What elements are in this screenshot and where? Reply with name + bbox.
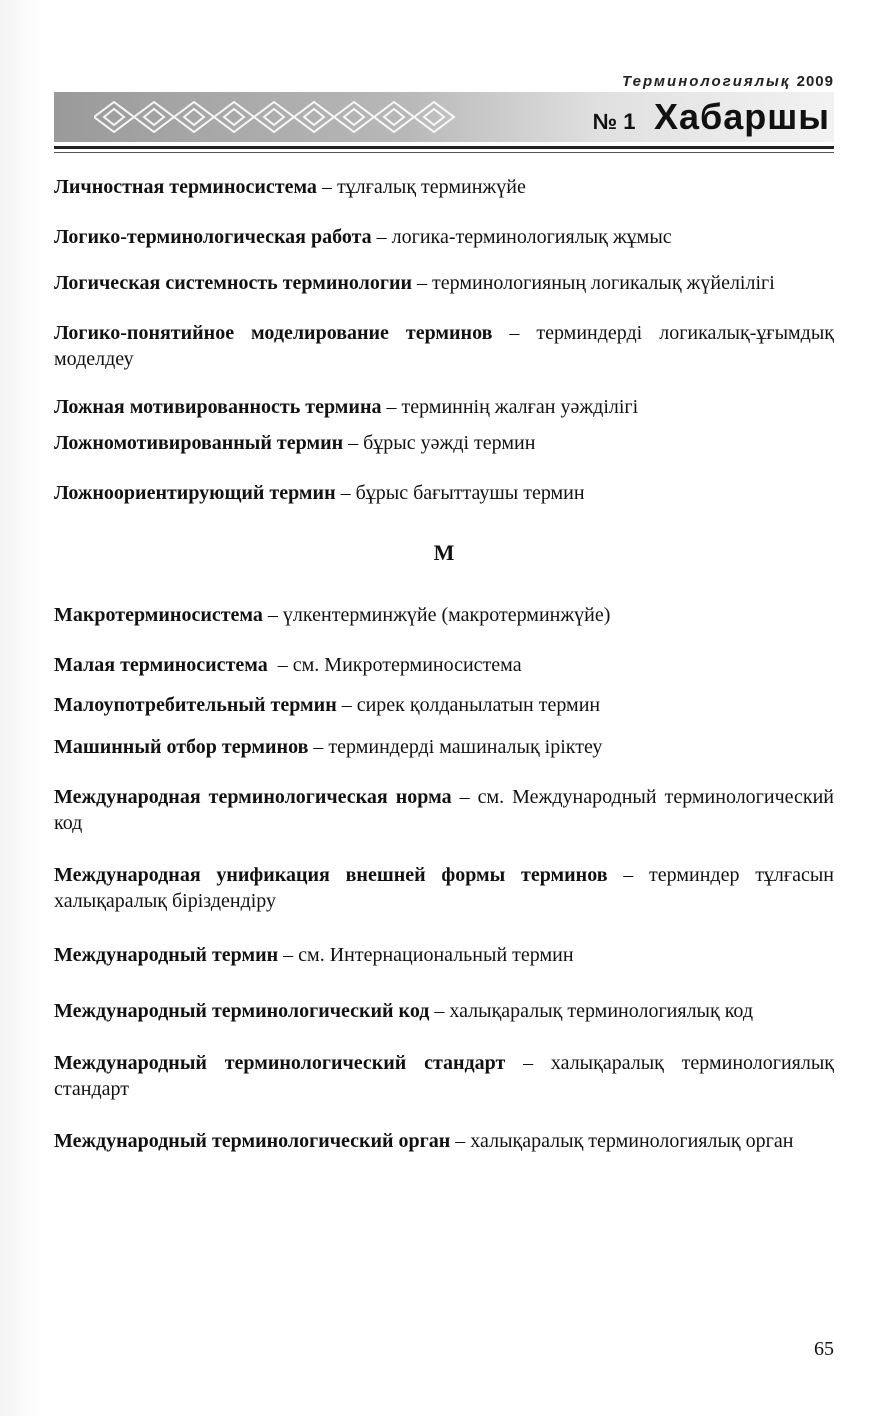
entry-term: Международный термин [54, 944, 279, 966]
entry-dash: – [262, 604, 283, 626]
entry-translation: см. Международный терминологический код [54, 786, 835, 834]
entry-term: Логическая системность терминологии [54, 272, 413, 294]
entry-translation: тұлғалық терминжүйе [336, 176, 526, 198]
entry-dash: – [278, 944, 299, 966]
glossary-entry [54, 652, 834, 678]
entry-term: Ложномотивированный термин [54, 432, 344, 454]
entry-translation: терминдерді машиналық іріктеу [328, 736, 603, 758]
entry-dash: – [381, 396, 402, 418]
entry-dash: – [451, 786, 478, 808]
entry-translation: логика-терминологиялық жұмыс [391, 226, 672, 248]
section-letter: М [433, 540, 455, 565]
entry-translation: сирек қолданылатын термин [356, 694, 601, 716]
glossary-entry [54, 174, 834, 200]
entry-dash: – [335, 482, 356, 504]
entry-translation: халықаралық терминологиялық орган [470, 1130, 794, 1152]
glossary-entry [54, 784, 834, 836]
entry-translation: бұрыс бағыттаушы термин [355, 482, 585, 504]
glossary-entry [54, 1128, 834, 1154]
header-rule-thin [54, 152, 834, 153]
journal-running-head [622, 73, 834, 90]
banner-title-block [593, 96, 830, 138]
entry-dash: – [308, 736, 329, 758]
entry-term: Ложная мотивированность термина [54, 396, 382, 418]
entry-dash: – [412, 272, 433, 294]
glossary-entry [54, 320, 834, 372]
journal-title: Хабаршы [653, 96, 830, 137]
page-edge-shadow [0, 0, 42, 1416]
journal-name: Терминологиялық [622, 73, 791, 90]
entry-translation: халықаралық терминологиялық код [449, 1000, 753, 1022]
entry-translation: бұрыс уәжді термин [363, 432, 536, 454]
entry-translation: халықаралық терминологиялық стандарт [54, 1052, 834, 1100]
entry-dash: – [336, 694, 357, 716]
entry-translation: терминологияның логикалық жүйелілігі [432, 272, 775, 294]
entry-term: Логико-терминологическая работа [54, 226, 372, 248]
entry-translation: терминдер тұлғасын халықаралық біріздендіру [54, 864, 835, 912]
glossary-entry [54, 394, 834, 420]
glossary-entry [54, 1050, 834, 1102]
entry-dash: – [267, 654, 293, 676]
glossary-entry [54, 734, 834, 760]
glossary-entry [54, 224, 834, 250]
entry-dash: – [492, 322, 537, 344]
entry-term: Международный терминологический стандарт [54, 1052, 506, 1074]
header-banner [54, 92, 834, 142]
entry-term: Международная терминологическая норма [54, 786, 452, 808]
glossary-entry [54, 998, 834, 1024]
entry-dash: – [429, 1000, 450, 1022]
entry-term: Международный терминологический орган [54, 1130, 451, 1152]
entry-term: Международный терминологический код [54, 1000, 430, 1022]
entry-translation: үлкентерминжүйе (макротерминжүйе) [282, 604, 611, 626]
issue-number: № 1 [592, 109, 636, 134]
entry-dash: – [371, 226, 392, 248]
page-number: 65 [814, 1338, 834, 1360]
glossary-body [54, 174, 834, 1154]
entry-translation: терминнің жалған уәжділігі [401, 396, 639, 418]
entry-term: Логико-понятийное моделирование терминов [54, 322, 493, 344]
entry-translation: см. Микротерминосистема [292, 654, 522, 676]
entry-dash: – [343, 432, 364, 454]
entry-translation: см. Интернациональный термин [298, 944, 574, 966]
header-rule [54, 146, 834, 149]
ornament-pattern-icon [94, 96, 514, 138]
glossary-entry [54, 942, 834, 968]
glossary-entry [54, 692, 834, 718]
entry-term: Малоупотребительный термин [54, 694, 337, 716]
entry-term: Макротерминосистема [54, 604, 263, 626]
entry-term: Ложноориентирующий термин [54, 482, 336, 504]
entry-term: Машинный отбор терминов [54, 736, 309, 758]
entry-term: Малая терминосистема [54, 654, 268, 676]
entry-dash: – [607, 864, 650, 886]
entry-translation: терминдерді логикалық-ұғымдық моделдеу [54, 322, 834, 370]
glossary-entry [54, 430, 834, 456]
glossary-entry [54, 862, 834, 914]
glossary-entry [54, 602, 834, 628]
entry-dash: – [316, 176, 337, 198]
journal-year: 2009 [796, 73, 834, 90]
entry-term: Личностная терминосистема [54, 176, 317, 198]
entry-dash: – [450, 1130, 471, 1152]
entry-dash: – [505, 1052, 551, 1074]
glossary-entry [54, 270, 834, 296]
entry-term: Международная унификация внешней формы терминов [54, 864, 608, 886]
glossary-entry [54, 480, 834, 506]
